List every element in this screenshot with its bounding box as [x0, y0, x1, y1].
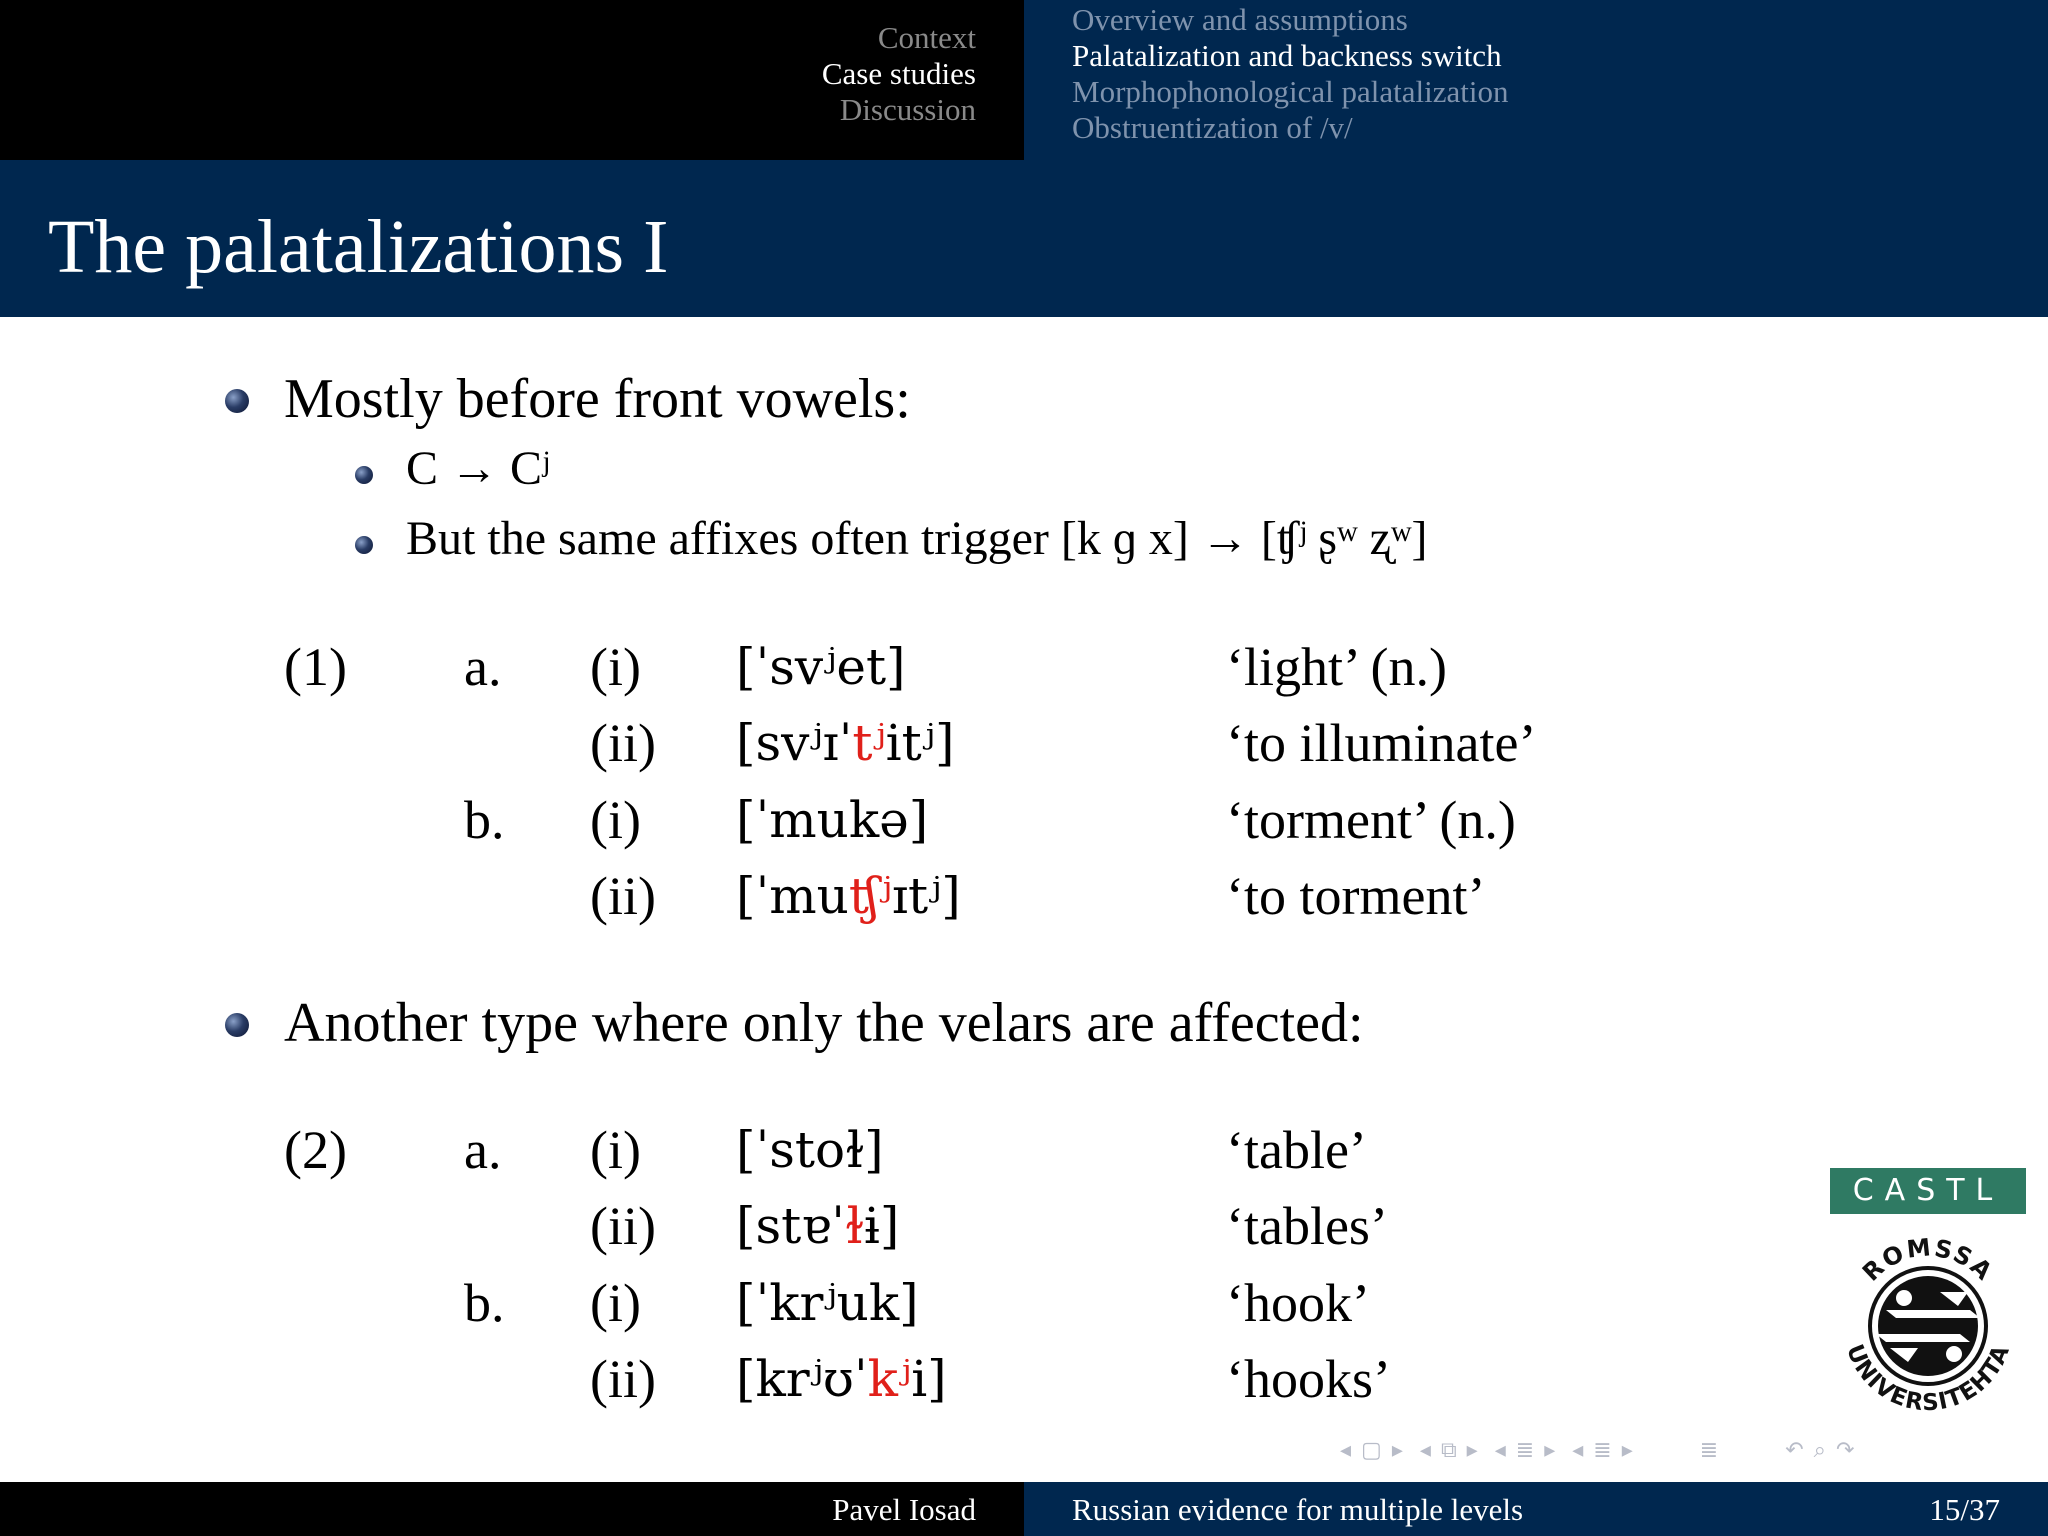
svg-text:UNIVERSITEHTA: UNIVERSITEHTA [1840, 1341, 2016, 1417]
example-sub-label: (i) [590, 637, 641, 697]
top-navigation [0, 0, 2048, 160]
frame-title-bar [0, 160, 2048, 317]
bullet-icon [225, 389, 249, 413]
nav-subsection-icon[interactable]: ≣ [1515, 1438, 1535, 1463]
section-nav [0, 0, 1024, 160]
university-seal-icon [1830, 1214, 2026, 1428]
gloss: ‘hook’ [1226, 1273, 1370, 1333]
subsection-list [1072, 2, 1508, 146]
sub-bullet-c-to-cj: C → Cʲ [406, 442, 550, 495]
gloss: ‘to illuminate’ [1226, 713, 1537, 773]
ipa-transcription: [ˈmuʧʲɪtʲ] [736, 867, 961, 925]
gloss: ‘light’ (n.) [1226, 637, 1447, 697]
subsection-overview[interactable]: Overview and assumptions [1072, 2, 1408, 37]
example-sub-label: (i) [590, 1120, 641, 1180]
example-sub-label: (i) [590, 790, 641, 850]
example-sub-label: (i) [590, 1273, 641, 1333]
subsection-palatalization[interactable]: Palatalization and backness switch [1072, 38, 1502, 73]
example-label-a: a. [464, 1120, 502, 1180]
ipa-transcription: [ˈsvʲet] [736, 638, 906, 696]
footer [0, 1482, 2048, 1536]
frame-title: The palatalizations I [48, 205, 669, 289]
nav-prev-frame-icon[interactable]: ◂ [1340, 1438, 1352, 1463]
nav-frame-icon[interactable]: ▢ [1361, 1438, 1382, 1463]
nav-toc-icon[interactable]: ≣ [1699, 1438, 1719, 1463]
gloss: ‘hooks’ [1226, 1349, 1391, 1409]
nav-search-icon[interactable]: ⌕ [1813, 1438, 1826, 1463]
beamer-navigation-controls [1340, 1438, 2030, 1468]
ipa-transcription: [stɐˈɫɨ] [736, 1197, 900, 1255]
nav-slide-icon[interactable]: ⧉ [1440, 1438, 1457, 1463]
nav-next-slide-icon[interactable]: ▸ [1466, 1438, 1478, 1463]
bullet-velars-affected: Another type where only the velars are affected: [284, 992, 1364, 1054]
slide-content [0, 317, 2048, 1482]
ipa-transcription: [ˈmukə] [736, 791, 929, 849]
nav-next-frame-icon[interactable]: ▸ [1391, 1438, 1403, 1463]
nav-section-icon[interactable]: ≣ [1593, 1438, 1612, 1463]
gloss: ‘table’ [1226, 1120, 1367, 1180]
nav-prev-slide-icon[interactable]: ◂ [1419, 1438, 1431, 1463]
section-case-studies[interactable]: Case studies [821, 56, 976, 91]
example-sub-label: (ii) [590, 713, 656, 773]
ipa-transcription: [svʲɪˈtʲitʲ] [736, 714, 955, 772]
bullet-front-vowels: Mostly before front vowels: [284, 368, 911, 430]
nav-forward-icon[interactable]: ↷ [1835, 1438, 1855, 1463]
example-number: (2) [284, 1120, 347, 1180]
institution-logo [1830, 1168, 2026, 1428]
nav-next-section-icon[interactable]: ▸ [1621, 1438, 1633, 1463]
section-list [822, 20, 976, 128]
section-context[interactable]: Context [877, 20, 976, 55]
nav-back-icon[interactable]: ↶ [1785, 1438, 1804, 1463]
gloss: ‘to torment’ [1226, 866, 1486, 926]
castl-logo: CASTL [1830, 1168, 2026, 1214]
footer-page-number: 15/37 [1929, 1492, 2000, 1527]
footer-title-box [1024, 1482, 2048, 1536]
ipa-transcription: [ˈkrʲuk] [736, 1274, 919, 1332]
footer-author: Pavel Iosad [832, 1492, 976, 1527]
highlighted-segment: kʲ [867, 1350, 912, 1408]
highlighted-segment: ʧʲ [848, 867, 892, 925]
example-number: (1) [284, 637, 347, 697]
sub-bullet-affixes-trigger: But the same affixes often trigger [k ɡ x] → [ʧʲ ʂʷ ʐʷ] [406, 512, 1428, 565]
example-sub-label: (ii) [590, 866, 656, 926]
subsection-obstruentization[interactable]: Obstruentization of /v/ [1072, 110, 1353, 145]
subsection-morphophonological[interactable]: Morphophonological palatalization [1072, 74, 1509, 109]
bullet-icon [225, 1013, 249, 1037]
nav-prev-subsection-icon[interactable]: ◂ [1494, 1438, 1506, 1463]
bullet-icon [355, 536, 373, 554]
example-sub-label: (ii) [590, 1349, 656, 1409]
example-label-a: a. [464, 637, 502, 697]
footer-talk-title: Russian evidence for multiple levels [1072, 1492, 1524, 1527]
example-sub-label: (ii) [590, 1196, 656, 1256]
nav-prev-section-icon[interactable]: ◂ [1572, 1438, 1584, 1463]
highlighted-segment: tʲ [852, 714, 886, 772]
gloss: ‘torment’ (n.) [1226, 790, 1516, 850]
gloss: ‘tables’ [1226, 1196, 1388, 1256]
section-discussion[interactable]: Discussion [839, 92, 976, 127]
ipa-transcription: [krʲʊˈkʲi] [736, 1350, 947, 1408]
highlighted-segment: ɫ [844, 1197, 864, 1255]
example-label-b: b. [464, 790, 505, 850]
bullet-icon [355, 466, 373, 484]
ipa-transcription: [ˈstoɫ] [736, 1121, 884, 1179]
example-label-b: b. [464, 1273, 505, 1333]
footer-author-box [0, 1482, 1024, 1536]
svg-text:ROMSSA: ROMSSA [1857, 1233, 1999, 1287]
subsection-nav [1024, 0, 2048, 160]
nav-next-subsection-icon[interactable]: ▸ [1544, 1438, 1556, 1463]
